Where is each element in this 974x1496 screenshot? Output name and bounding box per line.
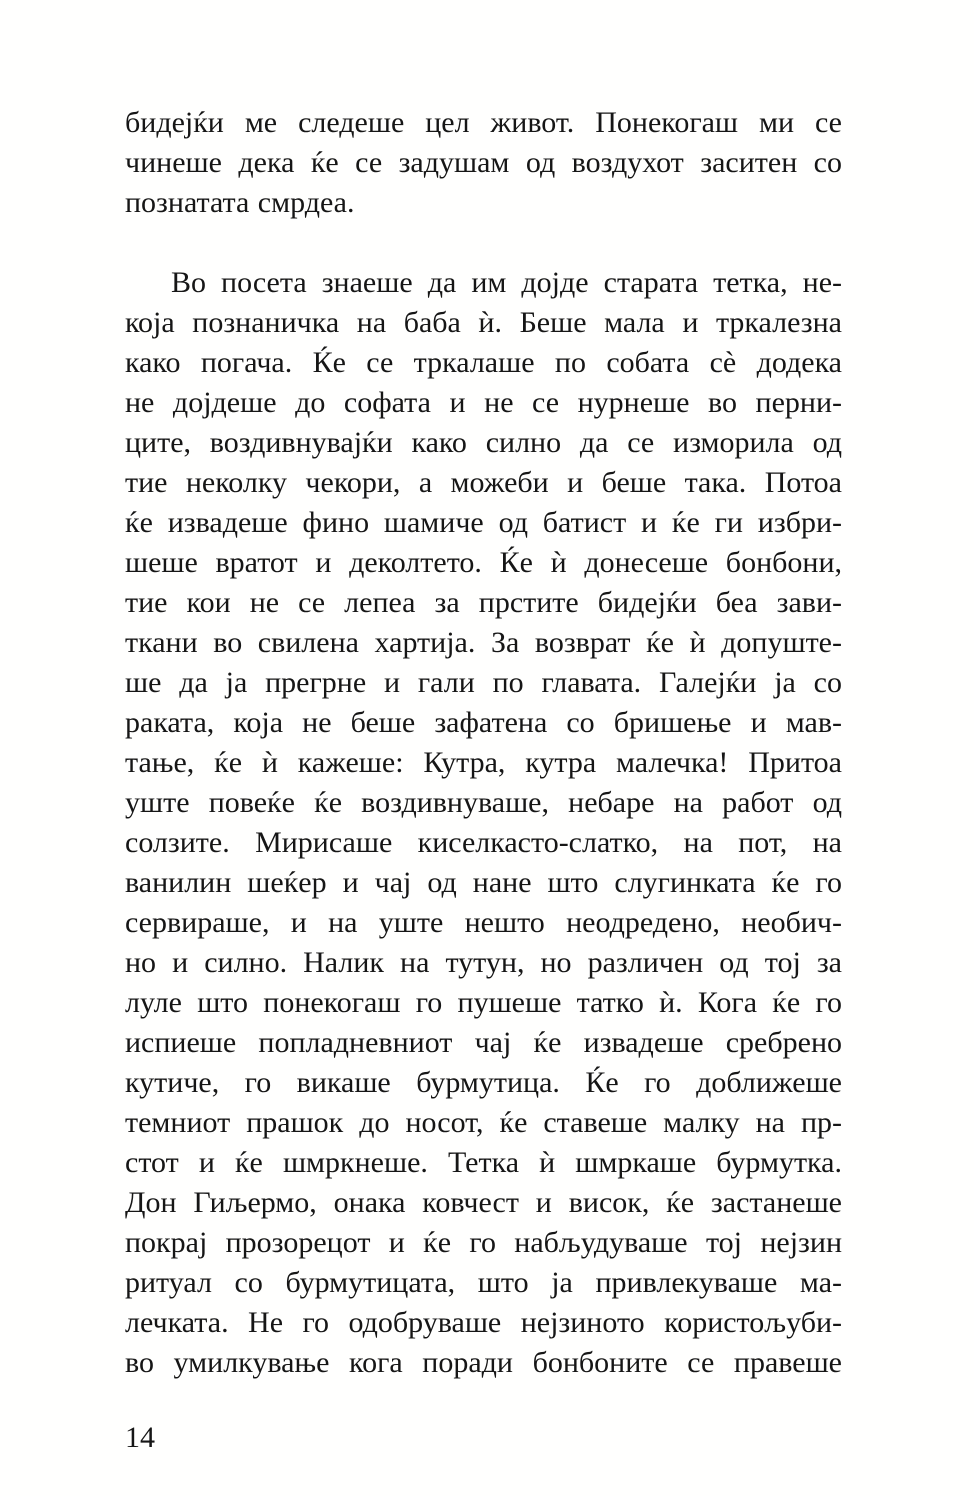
body-text <box>125 103 842 1383</box>
text-line: уште повеќе ќе воздивнуваше, небаре на работ од <box>125 786 842 819</box>
text-line: тање, ќе ѝ кажеше: Кутра, кутра малечка! Притоа <box>125 746 842 779</box>
text-line: ткани во свилена хартија. За возврат ќе ѝ допуште- <box>125 626 842 659</box>
text-line: како погача. Ќе се тркалаше по собата сѐ додека <box>125 346 842 379</box>
text-line: чинеше дека ќе се задушам од воздухот заситен со <box>125 146 842 179</box>
text-line: сервираше, и на уште нешто неодредено, необич- <box>125 906 842 939</box>
text-line: кутиче, го викаше бурмутица. Ќе го доближеше <box>125 1066 842 1099</box>
text-line: тие кои не се лепеа за прстите бидејќи беа зави- <box>125 586 842 619</box>
text-line: бидејќи ме следеше цел живот. Понекогаш ми се <box>125 106 842 139</box>
text-line: не дојдеше до софата и не се нурнеше во перни- <box>125 386 842 419</box>
text-line: ќе извадеше фино шамиче од батист и ќе ги избри- <box>125 506 842 539</box>
text-line: темниот прашок до носот, ќе ставеше малку на пр- <box>125 1106 842 1139</box>
text-line: која познаничка на баба ѝ. Беше мала и тркалезна <box>125 306 842 339</box>
text-line: ритуал со бурмутицата, што ја привлекуваше ма- <box>125 1266 842 1299</box>
text-line: Во посета знаеше да им дојде старата тетка, не- <box>171 266 842 299</box>
text-line: ците, воздивнувајќи како силно да се изморила од <box>125 426 842 459</box>
text-line: раката, која не беше зафатена со бришење и мав- <box>125 706 842 739</box>
text-line: лечката. Не го одобруваше нејзиното користољуби- <box>125 1306 842 1339</box>
paragraph <box>125 263 842 1383</box>
text-line: покрај прозорецот и ќе го набљудуваше тој нејзин <box>125 1226 842 1259</box>
text-line: ванилин шеќер и чај од нане што слугинката ќе го <box>125 866 842 899</box>
paragraph <box>125 103 842 223</box>
text-line: во умилкување кога поради бонбоните се правеше <box>125 1346 842 1379</box>
text-line: солзите. Мирисаше киселкасто-слатко, на пот, на <box>125 826 842 859</box>
text-line: луле што понекогаш го пушеше татко ѝ. Кога ќе го <box>125 986 842 1019</box>
text-line: Дон Гиљермо, онака ковчест и висок, ќе застанеше <box>125 1186 842 1219</box>
page-number: 14 <box>125 1421 155 1454</box>
text-line: тие неколку чекори, а можеби и беше така. Потоа <box>125 466 842 499</box>
text-line: шеше вратот и деколтето. Ќе ѝ донесеше бонбони, <box>125 546 842 579</box>
text-line: ше да ја прегрне и гали по главата. Галејќи ја со <box>125 666 842 699</box>
text-line: но и силно. Налик на тутун, но различен од тој за <box>125 946 842 979</box>
text-line: познатата смрдеа. <box>125 186 355 219</box>
text-line: стот и ќе шмркнеше. Тетка ѝ шмркаше бурмутка. <box>125 1146 842 1179</box>
text-line: испиеше попладневниот чај ќе извадеше сребрено <box>125 1026 842 1059</box>
